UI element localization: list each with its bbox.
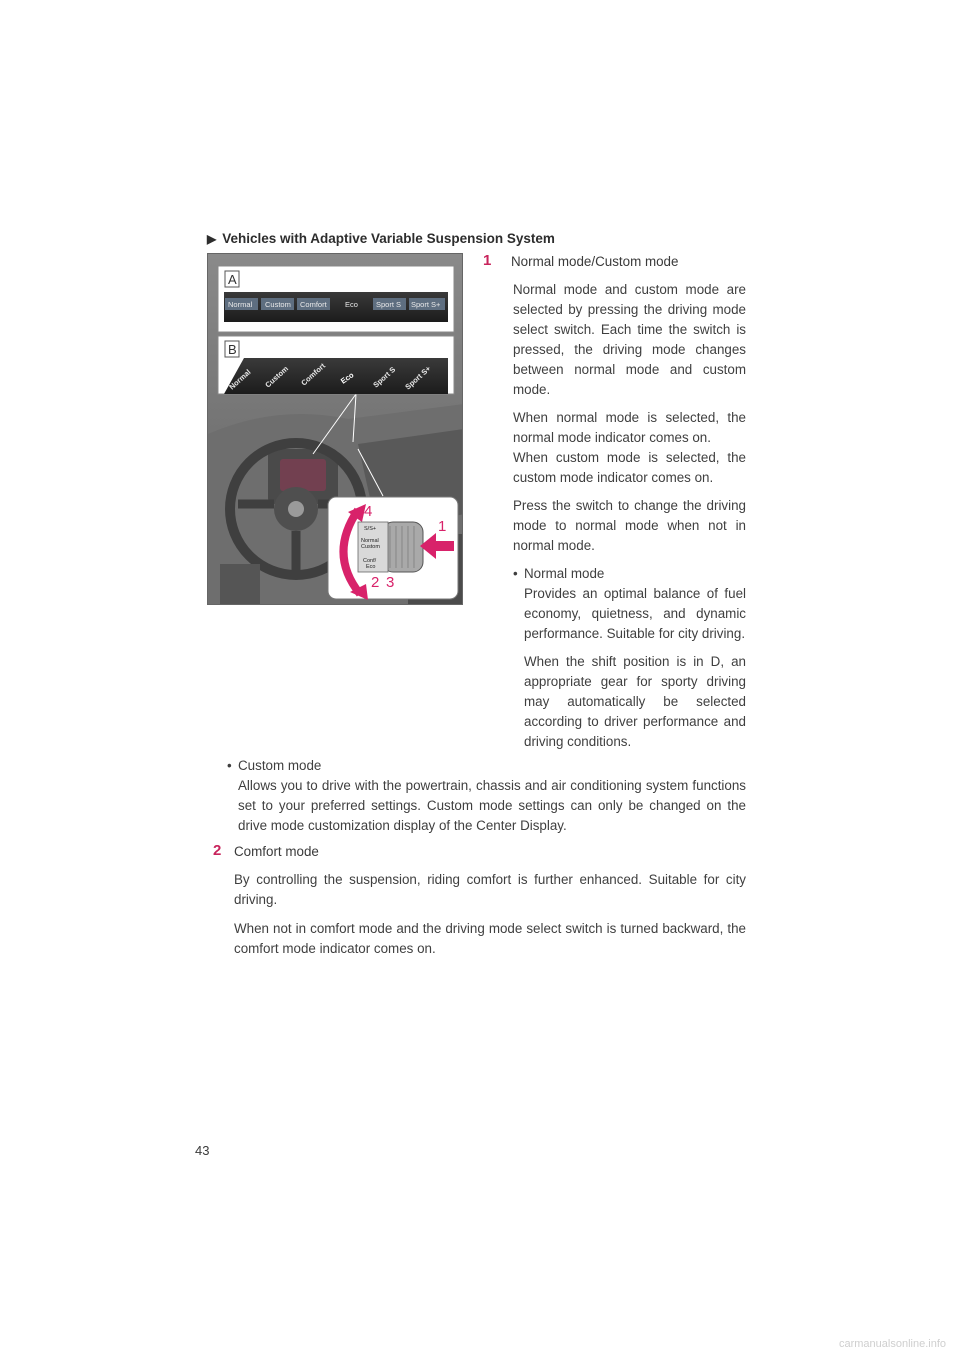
item-comfort — [213, 842, 746, 959]
item-title: Comfort mode — [234, 844, 319, 859]
item-number: 1 — [483, 252, 492, 269]
bullet-title: Normal mode — [524, 566, 605, 581]
item-title: Normal mode/Custom mode — [511, 254, 679, 269]
item-number: 2 — [213, 842, 222, 859]
switch-label-normal: Normal — [361, 538, 379, 544]
panel-a-mode-custom: Custom — [265, 300, 291, 309]
watermark: carmanualsonline.info — [838, 1338, 946, 1350]
switch-label-comf: Conf/ — [363, 558, 377, 564]
callout-4: 4 — [364, 503, 373, 520]
bullet-normal-mode — [513, 564, 746, 752]
bullet-text: Allows you to drive with the powertrain, chassis and air conditioning system functions set to your preferred settings. Custom mode settings can only be changed on the drive mode customization display of the Center Display. — [238, 778, 746, 833]
panel-b-mode-normal: Normal — [227, 367, 253, 392]
paragraph: Normal mode and custom mode are selected by pressing the driving mode select switch. Each time the switch is pressed, the driving mode changes between normal mode and custom mode. — [513, 282, 746, 397]
panel-b-mode-custom: Custom — [263, 364, 291, 390]
section-heading — [207, 231, 555, 246]
section-heading-text: Vehicles with Adaptive Variable Suspension System — [222, 231, 555, 246]
bullet-dot: • — [513, 566, 518, 581]
item-normal-custom — [483, 252, 746, 752]
panel-a-mode-comfort: Comfort — [300, 300, 327, 309]
driving-mode-figure — [207, 253, 463, 605]
mode-select-knob — [383, 522, 423, 572]
switch-label-sport: S/S+ — [364, 526, 377, 532]
panel-a-mode-normal: Normal — [228, 300, 253, 309]
bullet-dot: • — [227, 758, 232, 773]
paragraph: When normal mode is selected, the normal mode indicator comes on. — [513, 410, 746, 445]
callout-3: 3 — [386, 574, 395, 591]
triangle-bullet-icon: ▶ — [207, 232, 217, 246]
paragraph: When custom mode is selected, the custom mode indicator comes on. — [513, 450, 746, 485]
switch-label-custom: Custom — [361, 544, 380, 550]
switch-label-eco: Eco — [366, 564, 376, 570]
panel-b-label: B — [228, 342, 237, 357]
panel-a-label: A — [228, 272, 237, 287]
panel-a-mode-eco: Eco — [345, 300, 358, 309]
page-number: 43 — [195, 1143, 210, 1158]
panel-a-mode-sport-s-plus: Sport S+ — [411, 300, 441, 309]
panel-b-mode-sport-s: Sport S — [371, 364, 398, 390]
paragraph: Press the switch to change the driving mode to normal mode when not in normal mode. — [513, 498, 746, 553]
panel-b-mode-eco: Eco — [338, 370, 356, 386]
panel-b-mode-sport-s-plus: Sport S+ — [403, 364, 433, 392]
callout-1: 1 — [438, 518, 447, 535]
bullet-text: Provides an optimal balance of fuel economy, quietness, and dynamic performance. Suitable for city driving. — [524, 586, 746, 641]
paragraph: When not in comfort mode and the driving mode select switch is turned backward, the comfort mode indicator comes on. — [234, 921, 746, 956]
panel-b-mode-comfort: Comfort — [299, 361, 328, 388]
callout-2: 2 — [371, 574, 380, 591]
bullet-text: When the shift position is in D, an appropriate gear for sporty driving may automatically be selected according to driver performance and driving conditions. — [524, 654, 746, 749]
bullet-title: Custom mode — [238, 758, 322, 773]
paragraph: By controlling the suspension, riding comfort is further enhanced. Suitable for city driving. — [234, 872, 746, 907]
bullet-custom-mode — [227, 756, 746, 836]
panel-a-mode-sport-s: Sport S — [376, 300, 402, 309]
dashboard-illustration — [208, 254, 463, 605]
